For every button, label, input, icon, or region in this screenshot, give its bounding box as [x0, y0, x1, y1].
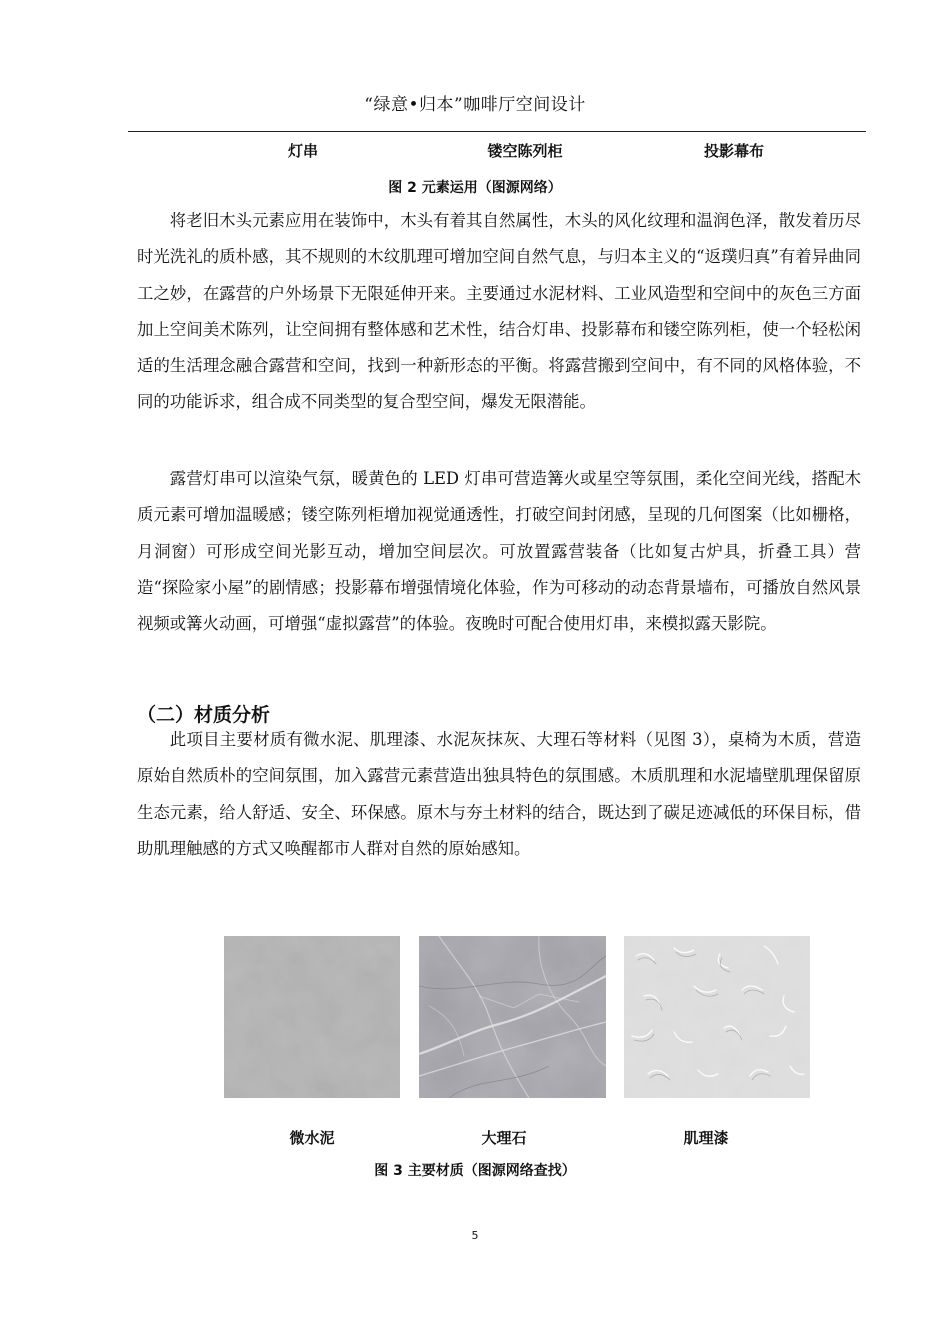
texture-paint-image — [624, 936, 810, 1098]
section-heading: （二）材质分析 — [137, 704, 271, 726]
figure3-caption: 图 3 主要材质（图源网络查找） — [374, 1163, 576, 1179]
figure2-caption: 图 2 元素运用（图源网络） — [388, 180, 562, 196]
figure3-label-texture-paint: 肌理漆 — [683, 1129, 729, 1147]
body-paragraph-1: 将老旧木头元素应用在装饰中，木头有着其自然属性，木头的风化纹理和温润色泽，散发着历尽时光洗礼的质朴感，其不规则的木纹肌理可增加空间自然气息，与归本主义的“返璞归真”有着异曲同工之妙，在露营的户外场景下无限延伸开来。主要通过水泥材料、工业风造型和空间中的灰色三方面加上空间美术陈列，让空间拥有整体感和艺术性，结合灯串、投影幕布和镂空陈列柜，使一个轻松闲适的生活理念融合露营和空间，找到一种新形态的平衡。将露营搬到空间中，有不同的风格体验，不同的功能诉求，组合成不同类型的复合型空间，爆发无限潜能。 — [137, 211, 861, 412]
figure2-label-hollow-cabinet: 镂空陈列柜 — [487, 142, 563, 160]
header-divider — [128, 131, 866, 132]
document-header-title: “绿意•归本”咖啡厅空间设计 — [364, 95, 586, 115]
body-paragraph-2: 露营灯串可以渲染气氛，暖黄色的 LED 灯串可营造篝火或星空等氛围，柔化空间光线，搭配木质元素可增加温暖感；镂空陈列柜增加视觉通透性，打破空间封闭感，呈现的几何图案（比如栅格，月洞窗）可形成空间光影互动，增加空间层次。可放置露营装备（比如复古炉具，折叠工具）营造“探险家小屋”的剧情感；投影幕布增强情境化体验，作为可移动的动态背景墙布，可播放自然风景视频或篝火动画，可增强“虚拟露营”的体验。夜晚时可配合使用灯串，来模拟露天影院。 — [137, 469, 861, 634]
figure2-label-projection-screen: 投影幕布 — [703, 142, 765, 160]
micro-cement-image — [224, 936, 400, 1098]
marble-image — [419, 936, 606, 1098]
section-paragraph: 此项目主要材质有微水泥、肌理漆、水泥灰抹灰、大理石等材料（见图 3），桌椅为木质，营造原始自然质朴的空间氛围，加入露营元素营造出独具特色的氛围感。木质肌理和水泥墙壁肌理保留原生态元素，给人舒适、安全、环保感。原木与夯土材料的结合，既达到了碳足迹减低的环保目标，借助肌理触感的方式又唤醒都市人群对自然的原始感知。 — [137, 730, 861, 858]
figure2-label-string-lights: 灯串 — [287, 142, 319, 160]
figure3-label-marble: 大理石 — [481, 1129, 527, 1147]
figure3-label-micro-cement: 微水泥 — [289, 1129, 335, 1147]
page-number: 5 — [471, 1229, 479, 1242]
